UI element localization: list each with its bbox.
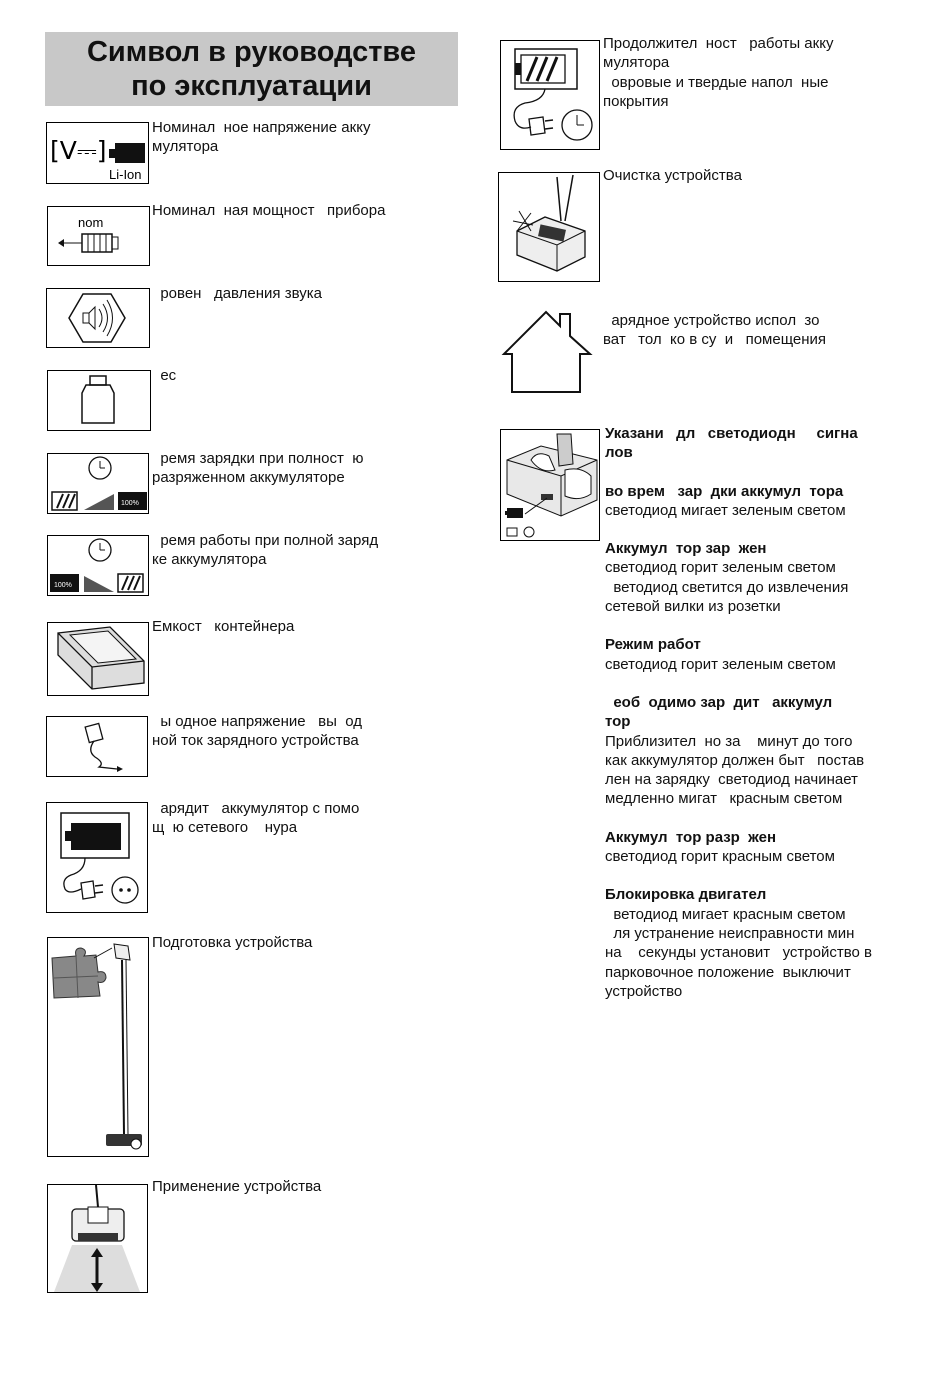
motor-icon — [48, 207, 149, 265]
clock-icon — [89, 539, 111, 561]
cleaning-symbol-box — [498, 172, 600, 282]
led-block-charging-text: светодиод мигает зеленым светом — [605, 501, 846, 519]
symbol-desc-charge-time: ремя зарядки при полност ю разряженном аккумуляторе — [152, 450, 364, 487]
led-block-need-charge-heading: еоб одимо зар дит аккумул тор — [605, 693, 833, 731]
dust-container-icon — [48, 623, 148, 695]
led-block-need-charge-text: Приблизител но за минут до того как аккумулятор должен быт постав лен на зарядку светодиод начинает медленно мигат красным светом — [605, 732, 865, 808]
symbol-desc-charger: ы одное напряжение вы од ной ток зарядного устройства — [152, 713, 362, 750]
sound-symbol-box — [46, 288, 150, 348]
symbol-desc-preparation: Подготовка устройства — [152, 934, 313, 951]
charger-plug-icon — [47, 717, 147, 776]
cleaning-icon — [499, 173, 599, 281]
symbol-desc-sound: ровен давления звука — [152, 285, 322, 302]
preparation-symbol-box — [47, 937, 149, 1157]
house-icon — [500, 306, 594, 394]
symbol-desc-voltage: Номинал ное напряжение акку мулятора — [152, 119, 371, 156]
charger-symbol-box — [46, 716, 148, 777]
voltage-glyph: [V⎓] — [50, 136, 107, 165]
symbol-desc-run-time: ремя работы при полной заряд ке аккумулятора — [152, 532, 379, 569]
clock-icon — [562, 110, 592, 140]
symbol-desc-power: Номинал ная мощност прибора — [152, 202, 386, 219]
led-block-charging-heading: во врем зар дки аккумул тора — [605, 482, 844, 500]
charging-station-icon — [501, 430, 599, 540]
run-time-symbol-box — [47, 535, 149, 596]
mains-charge-symbol-box — [46, 802, 148, 913]
weight-symbol-box — [47, 370, 151, 431]
symbol-desc-mains-charge: арядит аккумулятор с помо щ ю сетевого нура — [152, 800, 360, 837]
symbol-desc-container: Емкост контейнера — [152, 618, 295, 635]
usage-symbol-box — [47, 1184, 148, 1293]
title-line-1: Символ в руководстве — [86, 36, 417, 68]
led-indicator-symbol-box — [500, 429, 600, 541]
run-time-icon — [48, 536, 148, 595]
led-block-charged-text: светодиод горит зеленым светом ветодиод светится до извлечения сетевой вилки из розетки — [605, 559, 849, 616]
led-block-operation-text: светодиод горит зеленым светом — [605, 655, 836, 673]
usage-icon — [48, 1185, 147, 1292]
socket-icon — [112, 877, 138, 903]
symbol-desc-indoor-use: арядное устройство испол зо ват тол ко в су и помещения — [603, 312, 827, 349]
mains-charge-icon — [47, 803, 147, 912]
led-signals-section — [605, 424, 925, 1001]
charge-percent-label: 100% — [121, 500, 139, 507]
charge-time-icon — [48, 454, 148, 513]
symbol-desc-weight: ес — [152, 367, 177, 384]
led-heading: Указани дл светодиодн сигна лов — [605, 425, 858, 462]
battery-runtime-symbol-box — [500, 40, 600, 150]
plug-icon — [81, 881, 103, 899]
led-block-discharged-heading: Аккумул тор разр жен — [605, 828, 777, 846]
power-nom-label: nom — [78, 215, 104, 230]
voltage-symbol-box — [46, 122, 149, 184]
clock-icon — [89, 457, 111, 479]
led-block-discharged-text: светодиод горит красным светом — [605, 848, 835, 866]
symbol-desc-usage: Применение устройства — [152, 1178, 322, 1195]
led-block-motor-lock-text: ветодиод мигает красным светом ля устранение неисправности мин на секунды установит устройство в парковочное положение выключит устройство — [605, 905, 872, 1000]
weight-icon — [48, 371, 150, 430]
led-block-charged-heading: Аккумул тор зар жен — [605, 540, 767, 558]
symbol-desc-cleaning: Очистка устройства — [603, 167, 742, 184]
title-line-2: по эксплуатации — [131, 70, 372, 102]
container-symbol-box — [47, 622, 149, 696]
symbol-desc-battery-runtime: Продолжител ност работы акку мулятора овровые и твердые напол ные покрытия — [603, 35, 834, 110]
assembly-icon — [48, 938, 148, 1156]
charge-time-symbol-box — [47, 453, 149, 514]
battery-type-label: Li-Ion — [109, 167, 142, 182]
page-title — [45, 32, 458, 106]
speaker-icon — [47, 289, 149, 347]
battery-voltage-icon — [47, 123, 148, 183]
led-block-motor-lock-heading: Блокировка двигател — [605, 886, 767, 904]
battery-runtime-icon — [501, 41, 599, 149]
power-symbol-box — [47, 206, 150, 266]
run-percent-label: 100% — [54, 582, 72, 589]
led-block-operation-heading: Режим работ — [605, 636, 701, 654]
